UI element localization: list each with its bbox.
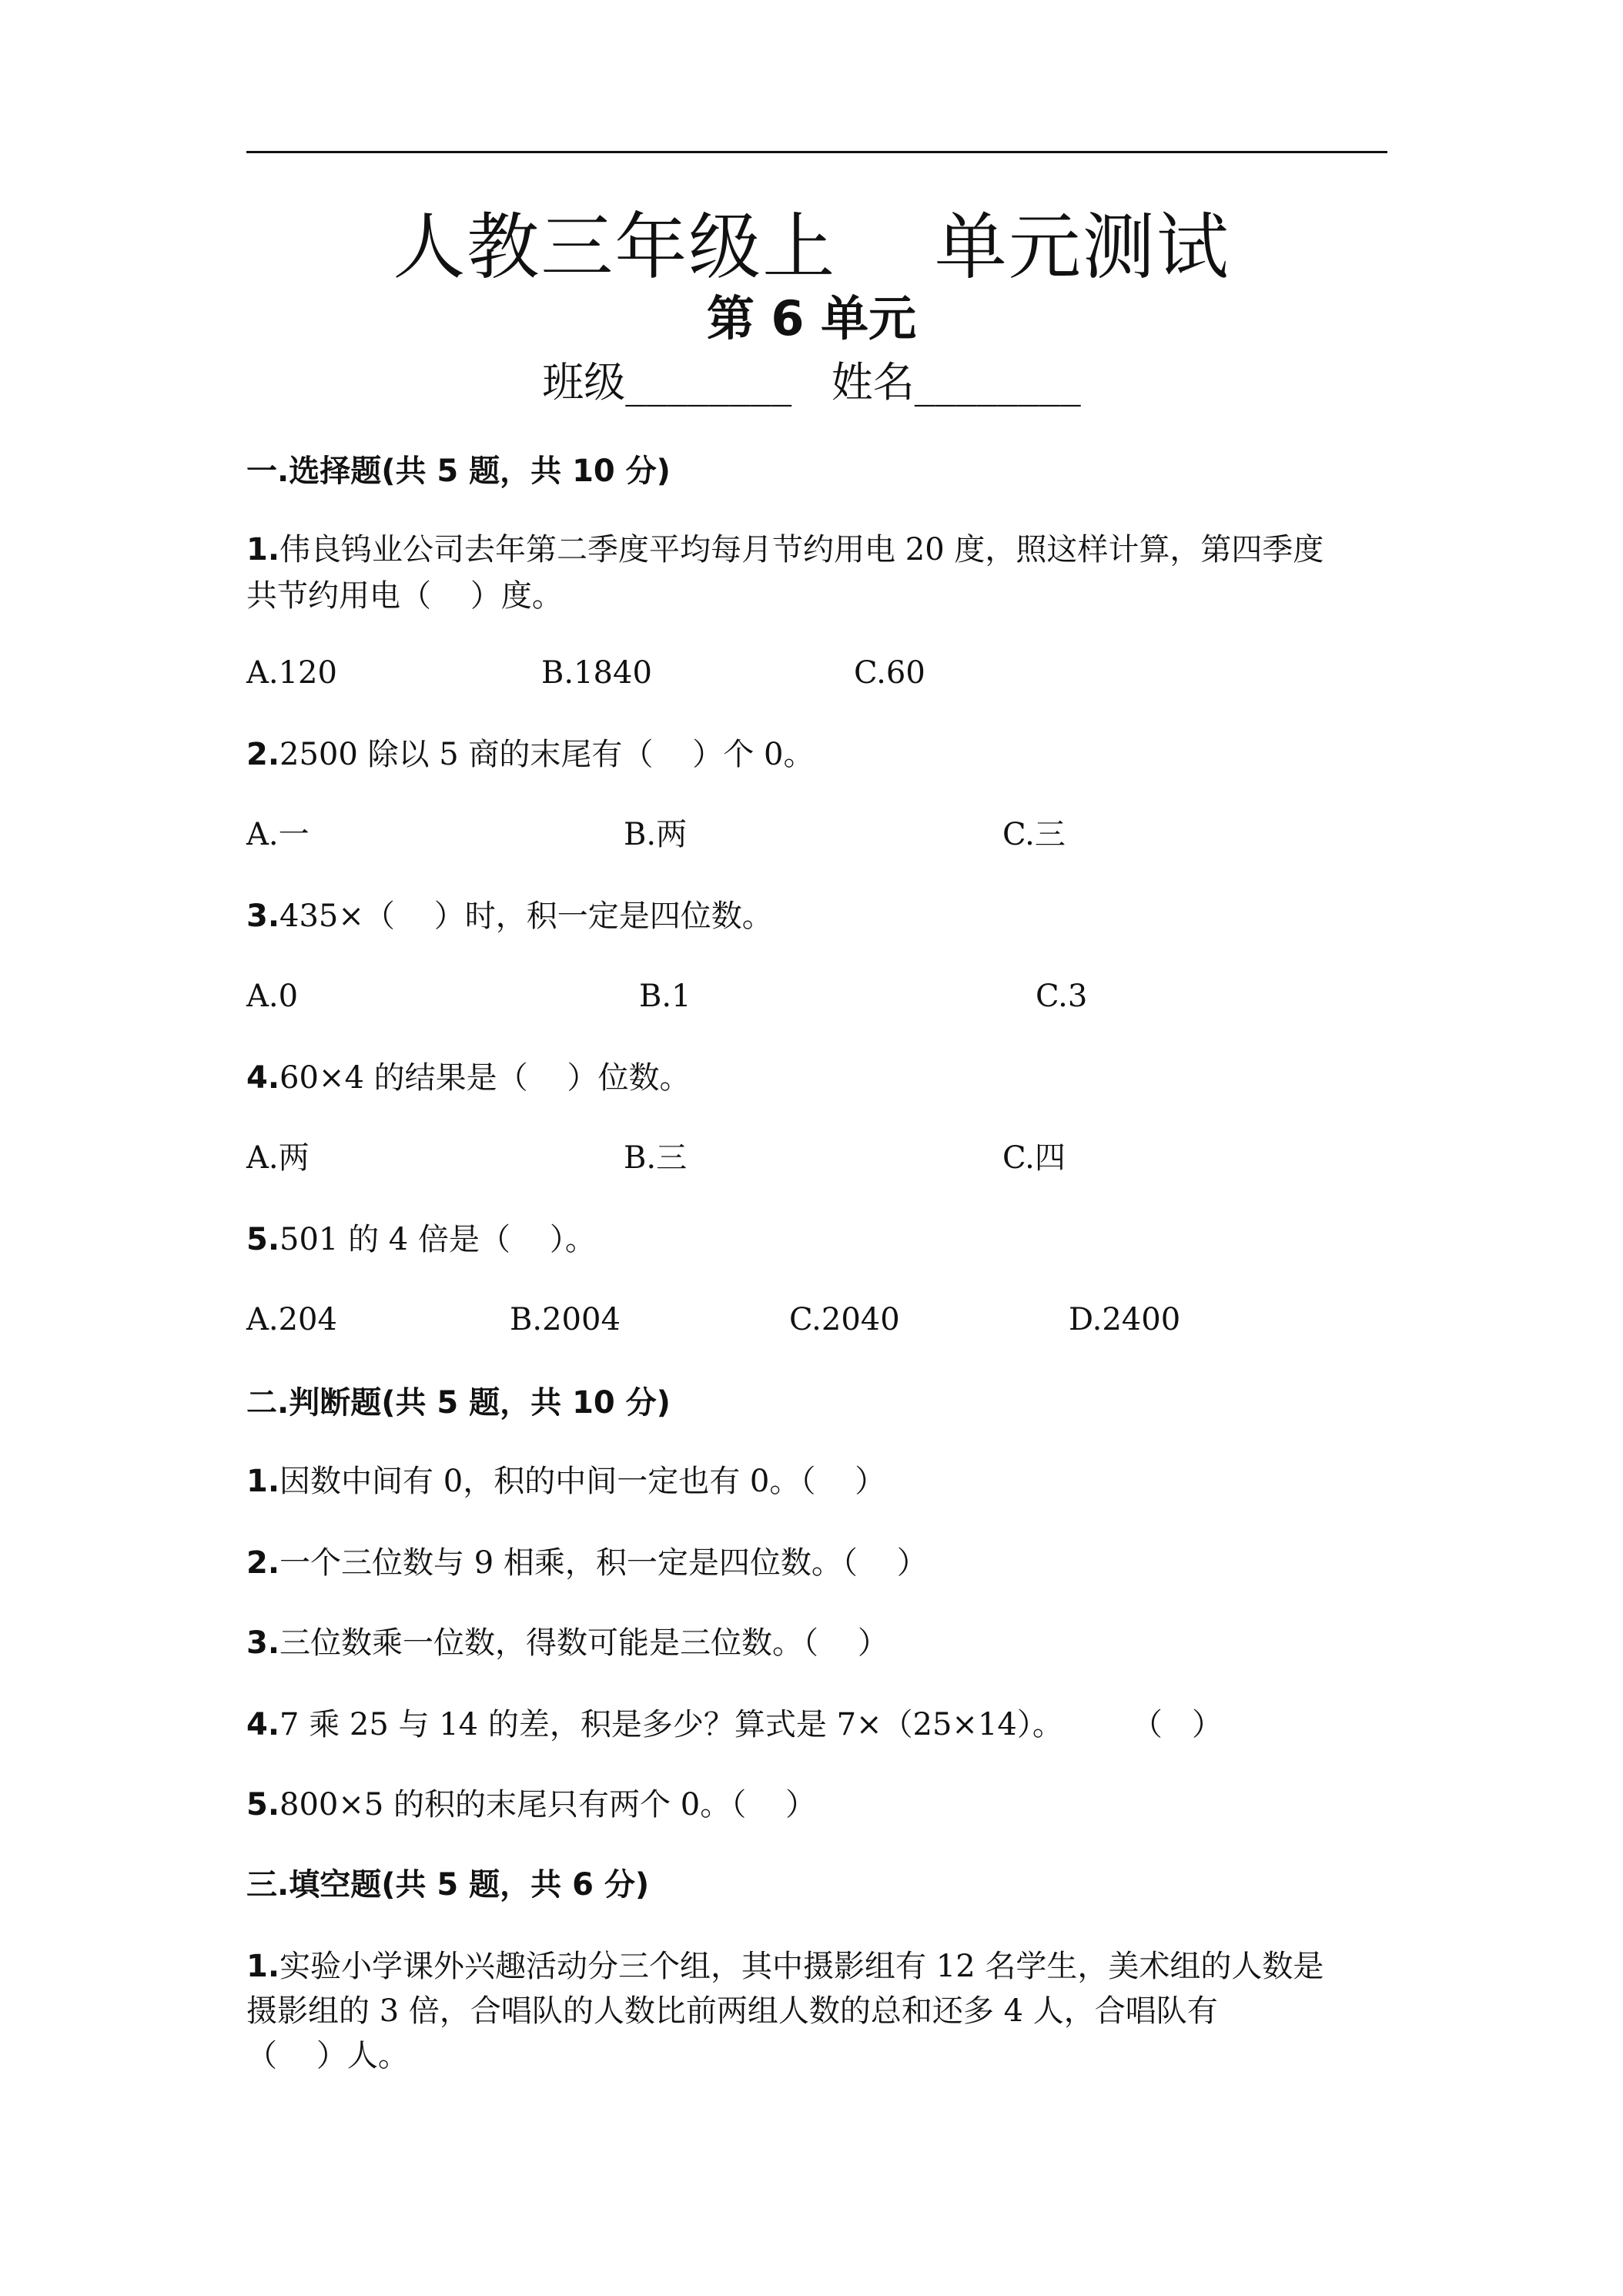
question-text: （ ）人。 (246, 2038, 409, 2073)
page-title: 人教三年级上 单元测试 (393, 206, 1230, 290)
question-text: 1.伟良钨业公司去年第二季度平均每月节约用电 20 度，照这样计算，第四季度 (246, 532, 1324, 567)
question-text: 摄影组的 3 倍，合唱队的人数比前两组人数的总和还多 4 人，合唱队有 (246, 1993, 1218, 2029)
option-a: A.120 (246, 655, 337, 691)
option-a: A.两 (246, 1140, 310, 1176)
option-c: C.3 (1036, 979, 1088, 1014)
question-text: 4.60×4 的结果是（ ）位数。 (246, 1060, 691, 1096)
option-c: C.三 (1002, 817, 1066, 852)
unit-subtitle: 第 6 单元 (706, 290, 917, 346)
question-text: 2.2500 除以 5 商的末尾有（ ）个 0。 (246, 737, 815, 772)
question-text: 1.因数中间有 0，积的中间一定也有 0。（ ） (246, 1464, 886, 1499)
question-text: 3.435×（ ）时，积一定是四位数。 (246, 899, 773, 934)
section-heading-choice: 一.选择题(共 5 题，共 10 分) (246, 454, 671, 489)
option-b: B.1 (639, 979, 691, 1014)
class-name-line: 班级________ 姓名________ (542, 358, 1081, 407)
section-heading-judge: 二.判断题(共 5 题，共 10 分) (246, 1385, 671, 1421)
option-a: A.204 (246, 1302, 337, 1337)
option-c: C.四 (1002, 1140, 1066, 1176)
option-b: B.1840 (541, 655, 652, 691)
option-d: D.2400 (1069, 1302, 1181, 1337)
question-text: 5.501 的 4 倍是（ ）。 (246, 1222, 596, 1257)
header-rule (246, 151, 1387, 153)
option-a: A.0 (246, 979, 299, 1014)
option-c: C.2040 (789, 1302, 900, 1337)
option-b: B.三 (624, 1140, 688, 1176)
question-text: 3.三位数乘一位数，得数可能是三位数。（ ） (246, 1625, 888, 1661)
question-text: 1.实验小学课外兴趣活动分三个组，其中摄影组有 12 名学生，美术组的人数是 (246, 1949, 1324, 1984)
option-a: A.一 (246, 817, 310, 852)
option-b: B.2004 (510, 1302, 621, 1337)
question-text: 5.800×5 的积的末尾只有两个 0。（ ） (246, 1787, 817, 1822)
question-text: 共节约用电（ ）度。 (246, 578, 563, 614)
question-text: 2.一个三位数与 9 相乘，积一定是四位数。（ ） (246, 1545, 928, 1581)
section-heading-fill: 三.填空题(共 5 题，共 6 分) (246, 1867, 650, 1903)
question-text: 4.7 乘 25 与 14 的差，积是多少？算式是 7×（25×14）。 （ ） (246, 1707, 1223, 1742)
option-b: B.两 (624, 817, 688, 852)
option-c: C.60 (854, 655, 925, 691)
